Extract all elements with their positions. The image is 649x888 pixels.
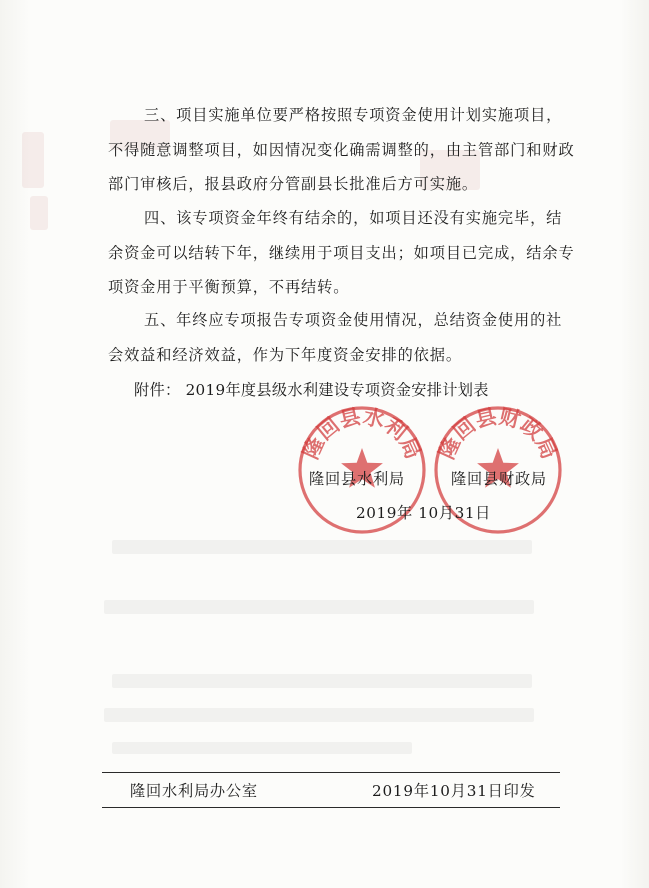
bleed-through-mark (22, 132, 44, 188)
paragraph-item-4 (108, 201, 578, 305)
footer-issuing-office: 隆回水利局办公室 (130, 782, 258, 800)
bleed-through-mark (112, 540, 532, 554)
paragraph-5-text: 五、年终应专项报告专项资金使用情况，总结资金使用的社会效益和经济效益，作为下年度资金安排的依据。 (108, 311, 563, 364)
bleed-through-mark (104, 708, 534, 722)
footer-divider-bottom (102, 807, 560, 808)
attachment-line: 附件： 2019年度县级水利建设专项资金安排计划表 (134, 381, 489, 399)
paragraph-item-5 (108, 303, 578, 372)
footer-divider-top (102, 772, 560, 773)
water-seal-lettering-path: 隆回县水利局 (297, 404, 427, 463)
footer-print-date: 2019年10月31日印发 (372, 782, 536, 800)
finance-seal-lettering-path: 隆回县财政局 (433, 404, 563, 463)
signature-date: 2019年 10月31日 (356, 504, 491, 522)
bleed-through-mark (112, 742, 412, 754)
paragraph-item-3 (108, 98, 578, 202)
signature-water-bureau: 隆回县水利局 (309, 470, 405, 488)
signature-finance-bureau: 隆回县财政局 (451, 470, 547, 488)
paragraph-3-text: 三、项目实施单位要严格按照专项资金使用计划实施项目，不得随意调整项目，如因情况变化确需调整的，由主管部门和财政部门审核后，报县政府分管副县长批准后方可实施。 (108, 106, 575, 193)
bleed-through-mark (112, 674, 532, 688)
bleed-through-mark (104, 600, 534, 614)
bleed-through-mark (30, 196, 48, 230)
paragraph-4-text: 四、该专项资金年终有结余的，如项目还没有实施完毕，结余资金可以结转下年，继续用于项目支出；如项目已完成，结余专项资金用于平衡预算，不再结转。 (108, 209, 575, 296)
